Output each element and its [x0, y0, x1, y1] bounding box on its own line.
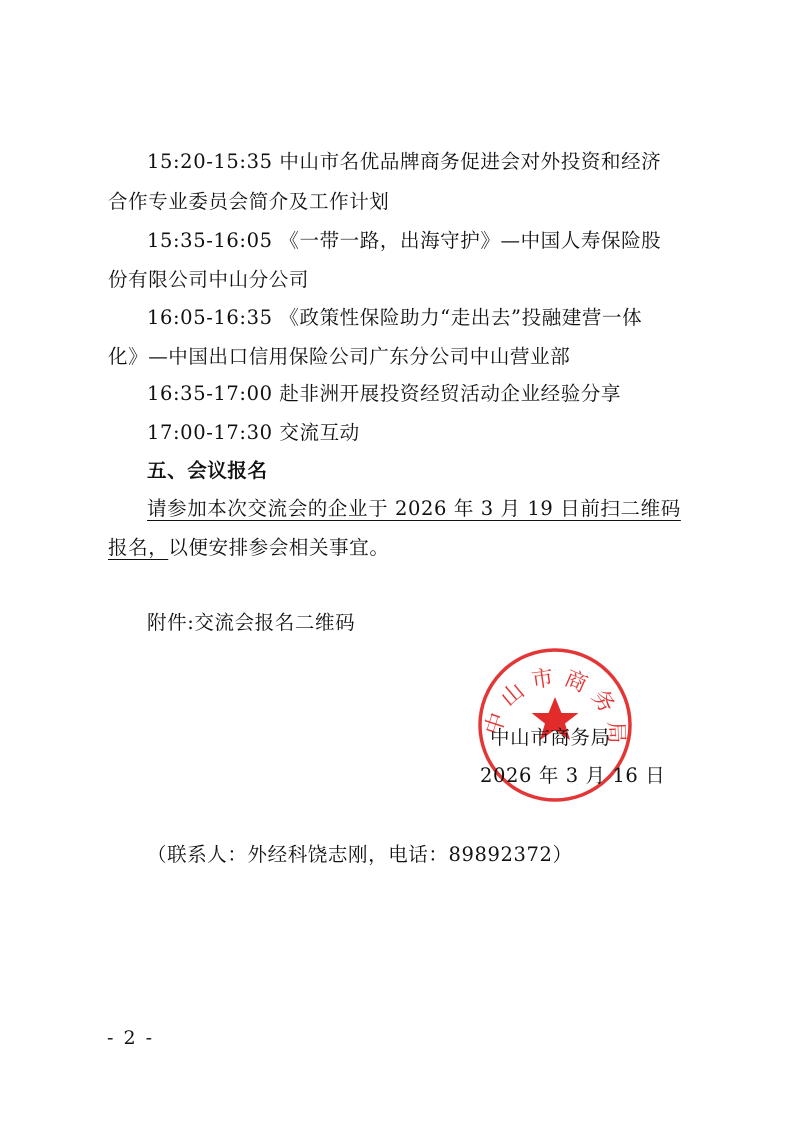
registration-line-2 [108, 536, 389, 560]
schedule-item-2-line-2: 份有限公司中山分公司 [108, 268, 310, 291]
registration-heading: 五、会议报名 [147, 459, 268, 482]
contact-info: （联系人：外经科饶志刚，电话：89892372） [147, 843, 573, 866]
schedule-item-4: 16:35-17:00 赴非洲开展投资经贸活动企业经验分享 [147, 382, 622, 405]
registration-rest-text: 以便安排参会相关事宜。 [168, 536, 390, 559]
schedule-item-3-line-1: 16:05-16:35 《政策性保险助力“走出去”投融建营一体 [147, 306, 643, 329]
registration-line-1: 请参加本次交流会的企业于 2026 年 3 月 19 日前扫二维码 [147, 497, 681, 520]
schedule-item-1-line-2: 合作专业委员会简介及工作计划 [108, 190, 390, 213]
page-number: - 2 - [107, 1027, 155, 1049]
schedule-item-1-line-1: 15:20-15:35 中山市名优品牌商务促进会对外投资和经济 [147, 150, 662, 173]
svg-text:中山市商务局: 中山市商务局 [480, 664, 629, 753]
schedule-item-3-line-2: 化》—中国出口信用保险公司广东分公司中山营业部 [108, 345, 571, 368]
issuing-organization: 中山市商务局 [490, 726, 611, 749]
issue-date: 2026 年 3 月 16 日 [480, 764, 666, 787]
registration-underlined-text: 报名， [108, 536, 169, 559]
schedule-item-5: 17:00-17:30 交流互动 [147, 421, 360, 444]
schedule-item-2-line-1: 15:35-16:05 《一带一路，出海守护》—中国人寿保险股 [147, 229, 662, 252]
attachment-note: 附件:交流会报名二维码 [147, 611, 356, 634]
